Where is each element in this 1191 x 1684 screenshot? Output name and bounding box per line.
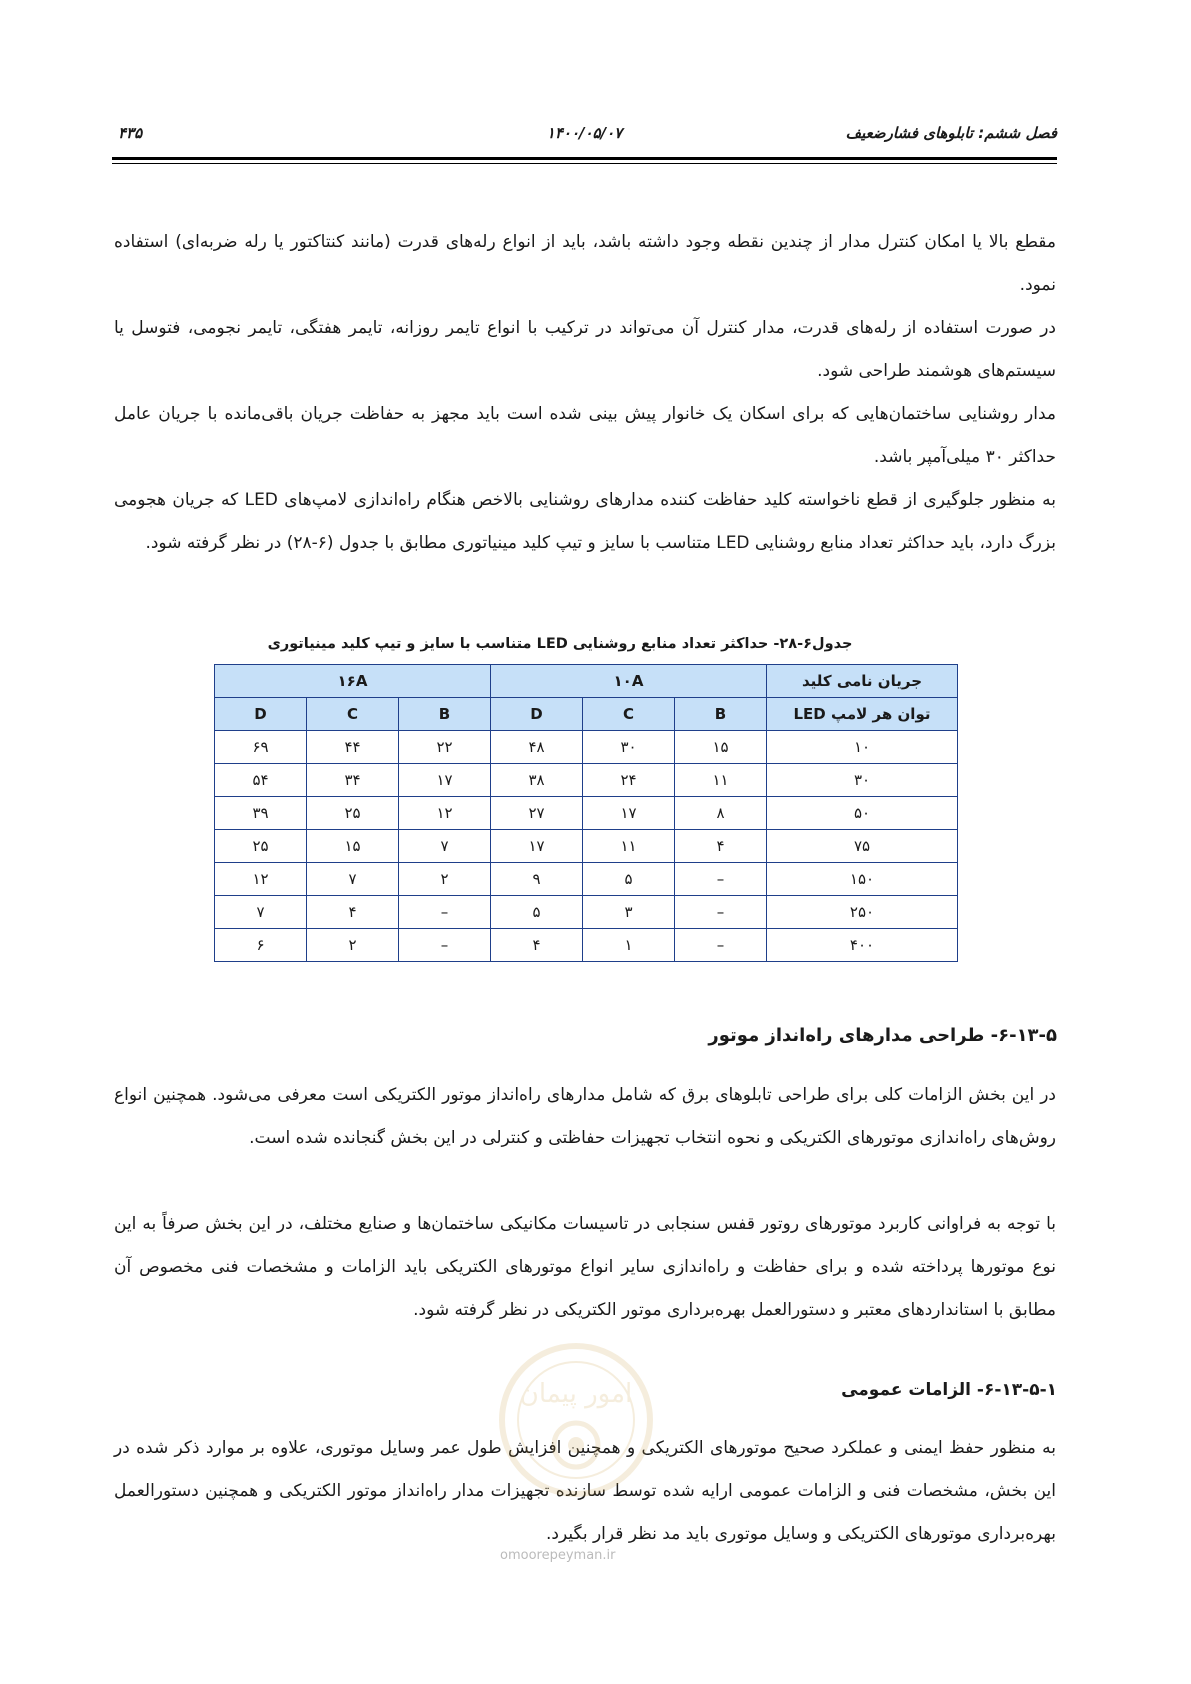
header-type: B — [399, 698, 491, 731]
cell-lamp-power: ۷۵ — [767, 830, 958, 863]
header-rule-thick — [112, 157, 1057, 160]
table-cell: ۳۹ — [215, 797, 307, 830]
table-cell: ۵ — [491, 896, 583, 929]
chapter-title: فصل ششم: تابلوهای فشارضعیف — [845, 124, 1057, 142]
table-cell: ۳۰ — [583, 731, 675, 764]
table-row — [215, 863, 958, 896]
header-type: D — [491, 698, 583, 731]
table-caption: جدول۶-۲۸- حداکثر تعداد منابع روشنایی LED متناسب با سایز و تیپ کلید مینیاتوری — [267, 636, 853, 652]
header-group-10a: ۱۰A — [491, 665, 767, 698]
page-number: ۴۳۵ — [118, 124, 143, 142]
cell-lamp-power: ۲۵۰ — [767, 896, 958, 929]
table-cell: ۷ — [215, 896, 307, 929]
table-cell: ۳۴ — [307, 764, 399, 797]
cell-lamp-power: ۵۰ — [767, 797, 958, 830]
table-cell: ۵ — [583, 863, 675, 896]
table-cell: ۳ — [583, 896, 675, 929]
table-cell: ۱۵ — [675, 731, 767, 764]
table-row — [215, 830, 958, 863]
table-cell: ۶ — [215, 929, 307, 962]
table-cell: ۱۲ — [215, 863, 307, 896]
table-cell: ۱۱ — [583, 830, 675, 863]
table-cell: ۱ — [583, 929, 675, 962]
paragraph-residual-current: مدار روشنایی ساختمان‌هایی که برای اسکان یک خانوار پیش بینی شده است باید مجهز به حفاظت جریان باقی‌مانده با جریان عامل حداکثر ۳۰ میلی‌آمپر باشد. — [114, 404, 1056, 467]
table-cell: ۱۱ — [675, 764, 767, 797]
table-cell: ۲۲ — [399, 731, 491, 764]
table-cell: – — [675, 896, 767, 929]
table-cell: ۲۵ — [215, 830, 307, 863]
table-cell: ۴ — [307, 896, 399, 929]
cell-lamp-power: ۴۰۰ — [767, 929, 958, 962]
table-cell: – — [675, 929, 767, 962]
table-cell: ۹ — [491, 863, 583, 896]
paragraph-control-timers: در صورت استفاده از رله‌های قدرت، مدار کنترل آن می‌تواند در ترکیب با انواع تایمر روزانه، تایمر هفتگی، تایمر نجومی، فتوسل یا سیستم‌های هوشمند طراحی شود. — [114, 318, 1056, 381]
subsection-heading-general: ۶-۱۳-۵-۱- الزامات عمومی — [841, 1380, 1057, 1400]
paragraph-led-inrush: به منظور جلوگیری از قطع ناخواسته کلید حفاظت کننده مدارهای روشنایی بالاخص هنگام راه‌اندازی لامپ‌های LED که جریان هجومی بزرگ دارد، باید حداکثر تعداد منابع روشنایی LED متناسب با سایز و تیپ کلید مینیاتوری مطابق با جدول (۶-۲۸) در نظر گرفته شود. — [114, 490, 1057, 553]
header-rule-thin — [112, 163, 1057, 164]
header-type: C — [583, 698, 675, 731]
header-group-16a: ۱۶A — [215, 665, 491, 698]
table-cell: ۱۷ — [491, 830, 583, 863]
table-cell: ۲ — [399, 863, 491, 896]
table-cell: ۷ — [307, 863, 399, 896]
header-date: ۱۴۰۰/۰۵/۰۷ — [546, 124, 623, 142]
table-cell: ۶۹ — [215, 731, 307, 764]
table-cell: – — [399, 896, 491, 929]
paragraph-section-intro: در این بخش الزامات کلی برای طراحی تابلوهای برق که شامل مدارهای راه‌انداز موتور الکتریکی است معرفی می‌شود. همچنین انواع روش‌های راه‌اندازی موتورهای الکتریکی و نحوه انتخاب تجهیزات حفاظتی و کنترلی در این بخش گنجانده شده است. — [114, 1085, 1056, 1148]
header-lamp-power: توان هر لامپ LED — [767, 698, 958, 731]
header-nominal-current: جریان نامی کلید — [767, 665, 958, 698]
table-cell: ۲۵ — [307, 797, 399, 830]
table-cell: ۴ — [491, 929, 583, 962]
table-cell: ۴۴ — [307, 731, 399, 764]
table-row — [215, 731, 958, 764]
table-cell: ۲ — [307, 929, 399, 962]
table-cell: ۷ — [399, 830, 491, 863]
cell-lamp-power: ۱۵۰ — [767, 863, 958, 896]
watermark-brand: امور پیمان — [519, 1379, 633, 1409]
paragraph-general-requirements: به منظور حفظ ایمنی و عملکرد صحیح موتورهای الکتریکی و همچنین افزایش طول عمر وسایل موتوری، علاوه بر موارد ذکر شده در این بخش، مشخصات فنی و الزامات عمومی ارایه شده توسط سازنده تجهیزات مدار راه‌انداز موتور الکتریکی و همچنین دستورالعمل بهره‌برداری موتورهای الکتریکی و وسایل موتوری باید مد نظر قرار بگیرد. — [114, 1438, 1056, 1544]
table-cell: ۱۷ — [399, 764, 491, 797]
header-type: D — [215, 698, 307, 731]
table-cell: – — [675, 863, 767, 896]
table-row — [215, 797, 958, 830]
table-row — [215, 896, 958, 929]
table-cell: ۵۴ — [215, 764, 307, 797]
table-cell: ۱۷ — [583, 797, 675, 830]
cell-lamp-power: ۱۰ — [767, 731, 958, 764]
table-row — [215, 929, 958, 962]
table-cell: ۳۸ — [491, 764, 583, 797]
table-cell: – — [399, 929, 491, 962]
watermark-url: omoorepeyman.ir — [500, 1548, 616, 1563]
watermark-logo — [496, 1340, 656, 1500]
table-cell: ۴۸ — [491, 731, 583, 764]
page-header — [112, 124, 1057, 150]
table-header-row — [215, 698, 958, 731]
table-header-row — [215, 665, 958, 698]
table-cell: ۱۵ — [307, 830, 399, 863]
table-cell: ۲۷ — [491, 797, 583, 830]
table-cell: ۲۴ — [583, 764, 675, 797]
header-type: B — [675, 698, 767, 731]
paragraph-power-relays: مقطع بالا یا امکان کنترل مدار از چندین نقطه وجود داشته باشد، باید از انواع رله‌های قدرت (مانند کنتاکتور یا رله ضربه‌ای) استفاده نمود. — [114, 232, 1056, 295]
paragraph-squirrel-cage: با توجه به فراوانی کاربرد موتورهای روتور قفس سنجابی در تاسیسات مکانیکی ساختمان‌ها و صنایع مختلف، در این بخش صرفاً به این نوع موتورها پرداخته شده و برای حفاظت و راه‌اندازی سایر انواع موتورهای الکتریکی باید الزامات و مشخصات فنی مخصوص آن مطابق با استانداردهای معتبر و دستورالعمل بهره‌برداری موتور الکتریکی در نظر گرفته شود. — [114, 1214, 1056, 1320]
header-type: C — [307, 698, 399, 731]
cell-lamp-power: ۳۰ — [767, 764, 958, 797]
table-cell: ۱۲ — [399, 797, 491, 830]
table-cell: ۴ — [675, 830, 767, 863]
section-heading-motor-starters: ۶-۱۳-۵- طراحی مدارهای راه‌انداز موتور — [708, 1025, 1057, 1046]
led-table — [214, 664, 958, 962]
table-row — [215, 764, 958, 797]
table-cell: ۸ — [675, 797, 767, 830]
